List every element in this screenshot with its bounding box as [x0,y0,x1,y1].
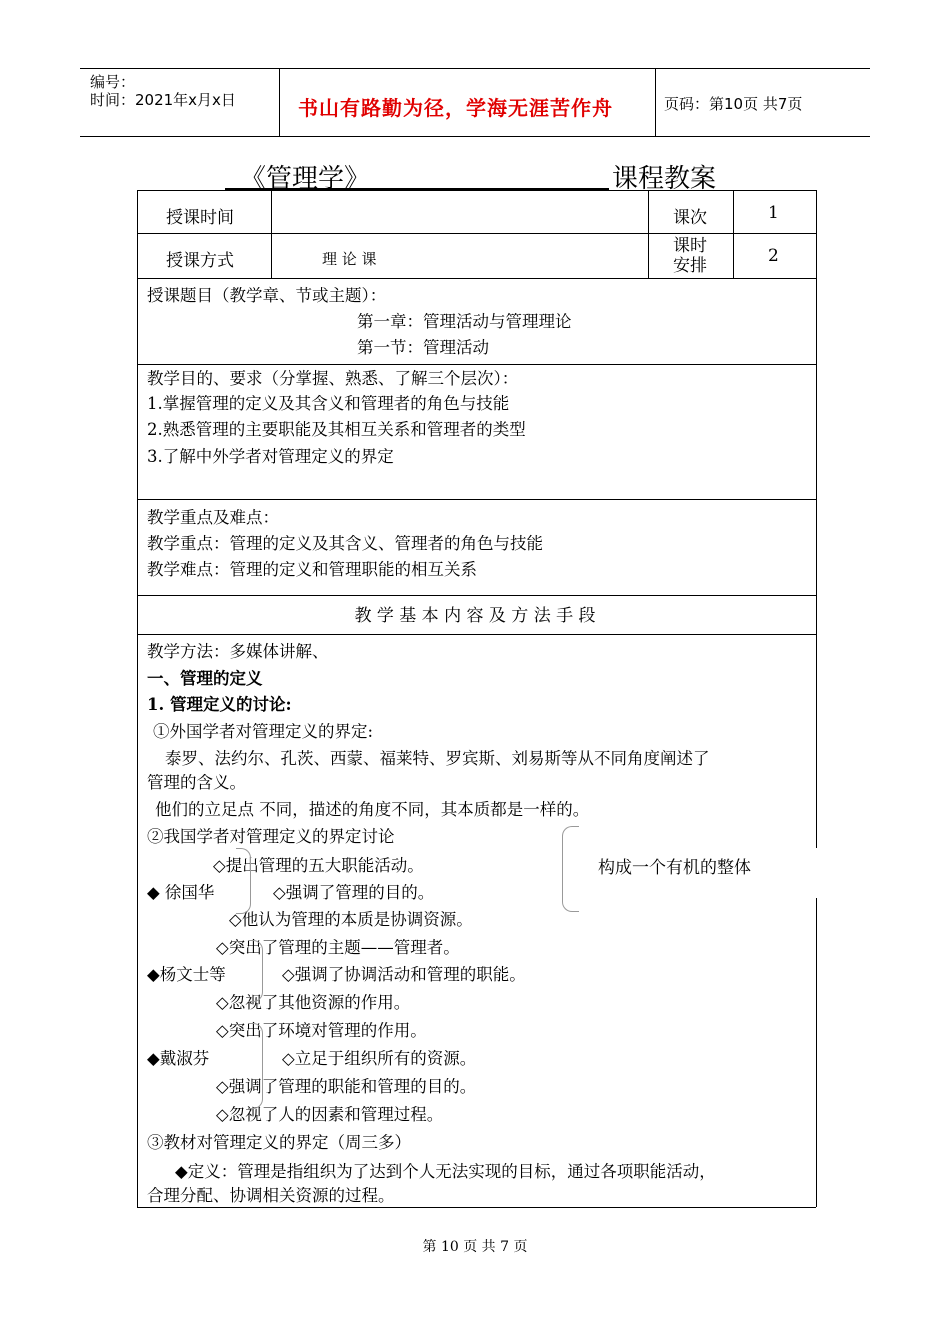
foreign-title: ①外国学者对管理定义的界定: [153,722,374,741]
header-page-code: 页码：第10页 共7页 [664,95,803,113]
topic-label: 授课题目（教学章、节或主题）： [147,286,387,305]
yang-item: ◇忽视了其他资源的作用。 [216,993,411,1012]
hours-label-1: 课时 [673,236,707,256]
textbook-title: ③教材对管理定义的界定（周三多） [147,1133,411,1152]
organic-whole-label: 构成一个有机的整体 [598,858,751,878]
table-border [137,190,138,1207]
method-label: 授课方式 [166,251,234,271]
table-border [816,190,817,848]
header-time-label: 时间：2021年x月x日 [90,91,236,109]
scholar-dai: ◆戴淑芬 [147,1049,210,1068]
group-brace [248,940,263,1002]
session-label: 课次 [673,208,707,228]
table-border [271,190,272,278]
objectives-label: 教学目的、要求（分掌握、熟悉、了解三个层次）： [147,369,519,388]
header-divider [279,68,280,136]
time-label: 授课时间 [166,208,234,228]
header-bottom-rule [80,136,870,137]
keypoints-label: 教学重点及难点： [147,508,279,527]
objective-item: 2.熟悉管理的主要职能及其相互关系和管理者的类型 [147,420,526,439]
table-border [816,898,817,1207]
course-title: 《管理学》 [240,164,371,194]
xu-item: ◇强调了管理的目的。 [273,883,435,902]
header-number-label: 编号： [90,73,136,91]
keypoint-difficult: 教学难点：管理的定义和管理职能的相互关系 [147,560,477,579]
foreign-line: 泰罗、法约尔、孔茨、西蒙、福莱特、罗宾斯、刘易斯等从不同角度阐述了 [165,749,710,768]
definition-line: ◆定义：管理是指组织为了达到个人无法实现的目标，通过各项职能活动， [175,1162,716,1181]
dai-item: ◇忽视了人的因素和管理过程。 [216,1105,444,1124]
keypoint-key: 教学重点：管理的定义及其含义、管理者的角色与技能 [147,534,543,553]
hours-value: 2 [768,246,779,266]
scholar-xu: ◆ 徐国华 [147,883,215,902]
method-value: 理 论 课 [322,250,377,268]
xu-item: ◇提出管理的五大职能活动。 [213,856,424,875]
table-border [137,499,816,500]
table-border [648,190,649,278]
xu-item: ◇他认为管理的本质是协调资源。 [229,910,473,929]
title-suffix: 课程教案 [612,164,717,194]
group-brace [236,848,251,914]
table-border [137,595,816,596]
foreign-line: 他们的立足点 不同，描述的角度不同，其本质都是一样的。 [155,800,590,819]
scholar-yang: ◆杨文士等 [147,965,226,984]
section-heading: 一、管理的定义 [147,669,263,688]
table-border [137,278,816,279]
table-border [137,364,816,365]
subsection-heading: 1. 管理定义的讨论: [147,695,292,714]
hours-label-2: 安排 [673,256,707,276]
content-header: 教 学 基 本 内 容 及 方 法 手 段 [354,606,596,626]
dai-item: ◇强调了管理的职能和管理的目的。 [216,1077,477,1096]
yang-item: ◇突出了管理的主题——管理者。 [216,938,460,957]
table-border [733,190,734,278]
header-top-rule [80,68,870,69]
header-divider [655,68,656,136]
topic-chapter: 第一章：管理活动与管理理论 [357,312,572,331]
session-value: 1 [768,203,779,223]
header-motto: 书山有路勤为径，学海无涯苦作舟 [298,96,613,120]
yang-item: ◇强调了协调活动和管理的职能。 [282,965,526,984]
topic-section: 第一节：管理活动 [357,338,489,357]
objective-item: 1.掌握管理的定义及其含义和管理者的角色与技能 [147,394,510,413]
definition-line: 合理分配、协调相关资源的过程。 [147,1186,395,1205]
dai-item: ◇立足于组织所有的资源。 [282,1049,477,1068]
page-footer: 第 10 页 共 7 页 [422,1239,528,1255]
table-border [137,634,816,635]
objective-item: 3.了解中外学者对管理定义的界定 [147,447,394,466]
dai-item: ◇突出了环境对管理的作用。 [216,1021,427,1040]
group-brace [248,1023,263,1109]
table-border [137,233,816,234]
domestic-title: ②我国学者对管理定义的界定讨论 [147,827,395,846]
table-border [137,190,816,191]
foreign-line: 管理的含义。 [147,773,246,792]
group-brace [562,826,579,912]
teaching-method: 教学方法：多媒体讲解、 [147,642,329,661]
